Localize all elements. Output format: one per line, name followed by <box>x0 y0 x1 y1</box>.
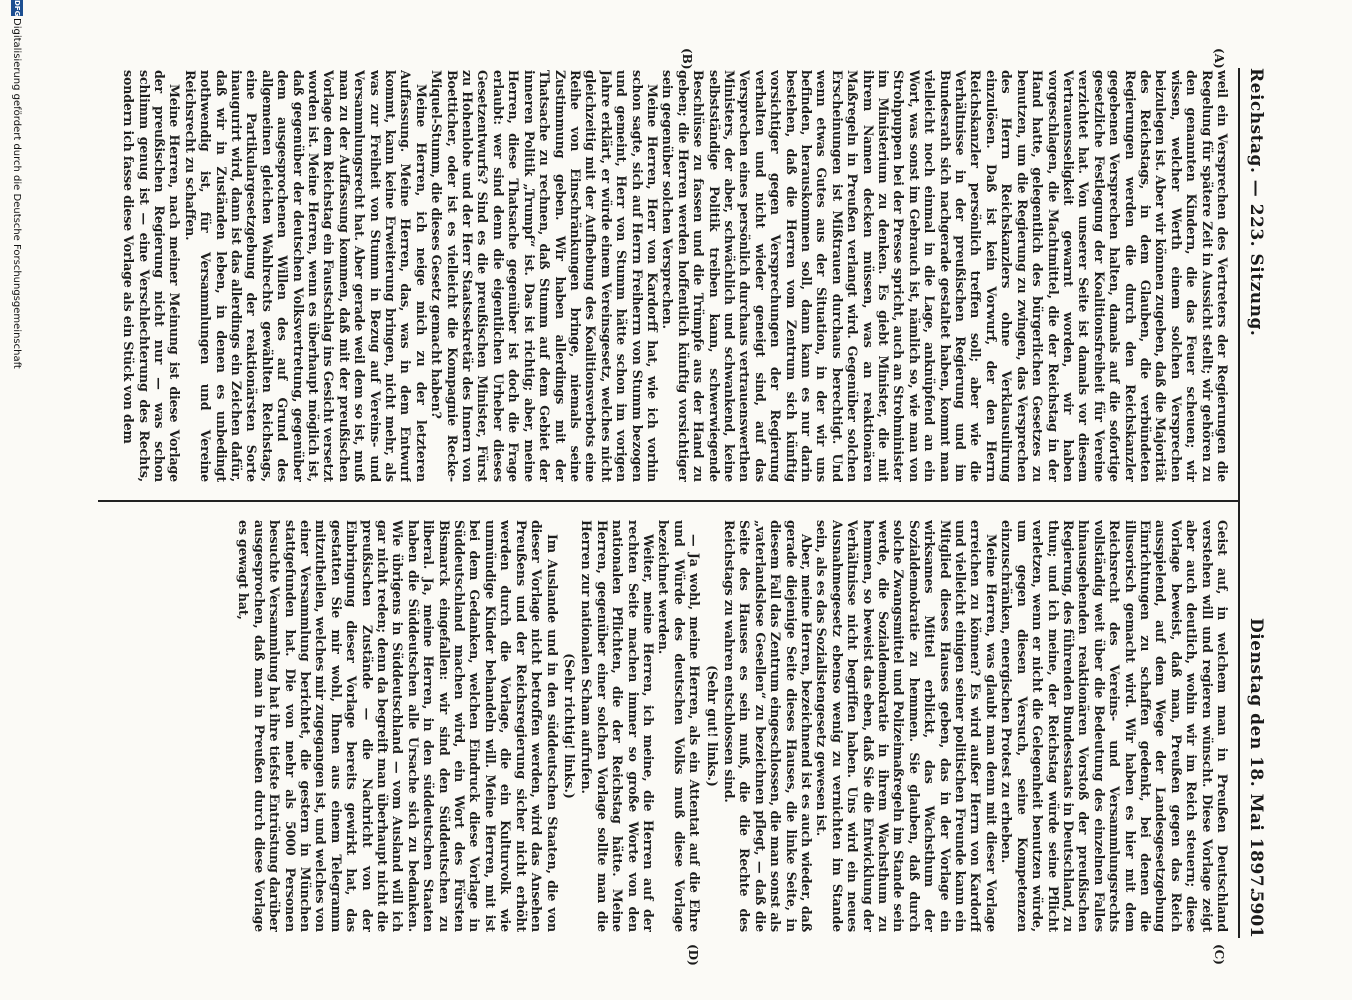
margin-marker-a: (A) <box>1212 48 1226 69</box>
paragraph: Aber, meine Herren, bezeichnend ist es auch wieder, daß gerade diejenige Seite dieses Hauses, die linke Seite, in diesem Fall das Zentrum eingeschlossen, die man sonst als „vaterlandslose Gesellen“ zu bezeichnen pflegt, — daß die Seite des Hauses es sein muß, die die Rechte des Reichstags zu wahren entschlossen sind. <box>722 520 815 932</box>
paragraph: Meine Herren, Herr von Kardorff hat, wie ich vorhin schon sagte, sich auf Herrn Freiherrn von Stumm bezogen und gemeint, Herr von Stumm hätte schon im vorigen Jahre erklärt, er würde einem Vereinsgesetz, welches nicht gleichzeitig mit der Aufhebung des Koalitionsverbots eine Reihe von Einschränkungen bringe, niemals seine Zustimmung geben. Wir haben allerdings mit der Thatsache zu rechnen, daß Stumm auf dem Gebiet der inneren Politik „Trumpf“ ist. Das ist richtig; aber, meine Herren, diese Thatsache gegenüber ist doch die Frage erlaubt: wer sind denn die eigentlichen Urheber dieses Gesetzentwurfs? Sind es die preußischen Minister, Fürst zu Hohenlohe und der Herr Staatssekretär des Innern von Boetticher, oder ist es vielleicht die Kompagnie Recke-Miquel-Stumm, die dieses Gesetz gemacht haben? <box>429 70 660 482</box>
paragraph: Meine Herren, was glaubt man denn mit dieser Vorlage erreichen zu können? Es wird außer Herrn von Kardorff und vielleicht einigen seiner politischen Freunde kann ein Mitglied dieses Hauses geben, das in der Vorlage ein wirksames Mittel erblickt, das Wachsthum der Sozialdemokratie zu hemmen. Sie glauben, daß durch solche Zwangsmittel und Polizeimaßregeln im Stande sein werde, die Sozialdemokratie in ihrem Wachsthum zu hemmen, so beweist das eben, daß Sie die Entwicklung der Verhältnisse nicht begriffen haben. Uns wird ein neues Ausnahmegesetz ebenso wenig zu vernichten im Stande sein, als es das Sozialistengesetz gewesen ist. <box>814 520 999 932</box>
right-column <box>90 520 1230 932</box>
page-number: 5901 <box>1246 890 1266 938</box>
margin-marker-c: (C) <box>1212 944 1226 965</box>
interjection: (Sehr richtig! links.) <box>561 653 577 799</box>
header-left: Reichstag. — 223. Sitzung. <box>1246 68 1266 337</box>
paragraph: — Ja wohl, meine Herren, als ein Attentat auf die Ehre und Würde des deutschen Volks muß diese Vorlage bezeichnet werden. <box>656 520 703 932</box>
header-rule <box>1238 68 1240 938</box>
paragraph: Im Auslande und in den süddeutschen Staaten, die von dieser Vorlage nicht betroffen werden, wird das Ansehen Preußens und der Reichsregierung sicher nicht erhöht werden durch die Vorlage, die ein Kulturvolk wie unmündige Kinder behandeln will. Meine Herren, mit ist bei dem Gedanken, welchen Eindruck diese Vorlage in Süddeutschland machen wird, ein Wort des Fürsten Bismarck eingefallen: wir sind den Süddeutschen zu liberal. Ja, meine Herren, in den süddeutschen Staaten haben die Süddeutschen alle Ursache sich zu bedanken. Wie übrigens in Süddeutschland — vom Ausland will ich gar nicht reden; denn da begreift man überhaupt nicht die preußischen Zustände — die Nachricht von der Einbringung dieser Vorlage bereits gewirkt hat, das gestatten Sie mir wohl, Ihnen aus einem Telegramm mitzutheilen, welches mir zugegangen ist, und welches von einer Versammlung berichtet, die gestern in München stattgefunden hat. Die von mehr als 5000 Personen besuchte Versammlung hat ihre tiefste Entrüstung darüber ausgesprochen, daß man in Preußen durch diese Vorlage es gewagt hat, <box>236 520 560 932</box>
paragraph: Weiter, meine Herren, ich meine, die Herren auf der rechten Seite machen immer so große Worte von den nationalen Pflichten, die der Reichstag hätte. Meine Herren, gegenüber einer solchen Vorlage sollte man die Herren zur nationalen Scham aufrufen. <box>579 520 656 932</box>
paragraph: Meine Herren, nach meiner Meinung ist diese Vorlage der preußischen Regierung nicht nur — was schon schlimm genug ist — eine Verschlechterung des Rechts, sondern ich fasse diese Vorlage als ein Stück von dem <box>121 70 183 482</box>
margin-marker-d: (D) <box>686 944 700 966</box>
left-column <box>90 70 1230 482</box>
interjection: (Sehr gut! links.) <box>704 665 720 787</box>
dfg-logo: DFG <box>13 0 21 17</box>
paragraph: Geist auf, in welchem man in Preußen Deutschland verstehen will und regieren wünscht. Diese Vorlage zeigt aber auch deutlich, wohin wir im Reich steuern; diese Vorlage beweist, daß man, Preußen gegen das Reich ausspielend, auf dem Wege der Landesgesetzgebung Einrichtungen zu schaffen gedenkt, bei denen die illusorisch gemacht wird. Wir haben es hier mit dem Reichsrecht des Vereins- und Versammlungsrechts vollständig weit über die Bedeutung des einzelnen Falles hinausgehenden reaktionären Vorstoß der preußischen Regierung, des führenden Bundesstaats in Deutschland, zu thun; und ich meine, der Reichstag würde seine Pflicht verletzen, wenn er nicht die Gelegenheit benutzen würde, um gegen diesen Versuch, seine Kompetenzen einzuschränken, energischen Protest zu erheben. <box>999 520 1230 932</box>
page-header <box>1244 68 1270 938</box>
header-right: Dienstag den 18. Mai 1897. <box>1246 618 1266 894</box>
paragraph: Meine Herren, ich neige mich zu der letzteren Auffassung. Meine Herren, das, was in dem Entwurf kommt, kann keine Erweiterung bringen, nicht mehr, als was zur Freiheit von Stumm in Bezug auf Vereins- und Versammlungsrecht hat. Aber gerade weil dem so ist, muß man zu der Auffassung kommen, daß mit der preußischen Vorlage dem Reichstag ein Faustschlag ins Gesicht versetzt worden ist. Meine Herren, wenn es überhaupt möglich ist, daß gegenüber der deutschen Volksvertretung, gegenüber dem ausgesprochenen Willen des auf Grund des allgemeinen gleichen Wahlrechts gewählten Reichstags, eine Partikulargesetzgebung der reaktionärsten Sorte inaugurirt wird, dann ist das allerdings ein Zeichen dafür, daß wir in Zuständen leben, in denen es unbedingt nothwendig ist, für Versammlungen und Vereine Reichsrecht zu schaffen. <box>182 70 429 482</box>
paragraph: weil ein Versprechen des Vertreters der Regierungen die Regelung für spätere Zeit in Aussicht stellt; wir gehören zu den genannten Kindern, die das Feuer scheuen; wir wissen, welcher Werth einem solchen Versprechen beizulegen ist. Aber wir können zugeben, daß die Majorität des Reichstags, in dem Glauben, die verbündeten Regierungen werden die durch den Reichskanzler gegebenen Versprechen halten, damals auf die sofortige gesetzliche Festlegung der Koalitionsfreiheit für Vereine verzichtet hat. Von unserer Seite ist damals vor diesem Vertrauensseligkeit gewarnt worden, wir haben vorgeschlagen, die Machtmittel, die der Reichstag in der Hand hatte, gelegentlich des bürgerlichen Gesetzes zu benutzen, um die Regierung zu zwingen, das Versprechen des Herrn Reichskanzlers ohne Verklausulirung einzulösen. Daß ist kein Vorwurf, der den Herrn Reichskanzler persönlich treffen soll; aber wie die Verhältnisse in der preußischen Regierung und im Bundesrath sich nachgerade gestaltet haben, kommt man vielleicht noch einmal in die Lage, anknüpfend an ein Wort, was sonst im Gebrauch ist, nämlich so, wie man von Strohpuppen bei der Presse spricht, auch an Strohminister im Ministerium zu denken. Es giebt Minister, die mit ihrem Namen decken müssen, was an reaktionären Maßregeln in Preußen verlangt wird. Gegenüber solchen Erscheinungen ist Mißtrauen durchaus berechtigt. Und wenn etwas Gutes aus der Situation, in der wir uns befinden, herauskommen soll, dann kann es nur darin bestehen, daß die Herren vom Zentrum sich künftig vorsichtiger gegen Versprechungen der Regierung verhalten und nicht wieder geneigt sind, auf das Versprechen eines persönlich durchaus vertrauenswerthen Ministers, der aber, schwächlich und schwankend, keine selbstständige Politik treiben kann, schwerwiegende Beschlüsse zu fassen und die Trümpfe aus der Hand zu geben; die Herren werden hoffentlich künftig vorsichtiger sein gegenüber solchen Versprechen. <box>660 70 1230 482</box>
margin-marker-b: (B) <box>680 48 694 70</box>
funding-note: Digitalisierung gefördert durch die Deutsche Forschungsgemeinschaft <box>11 18 22 369</box>
column-divider <box>98 500 1238 502</box>
